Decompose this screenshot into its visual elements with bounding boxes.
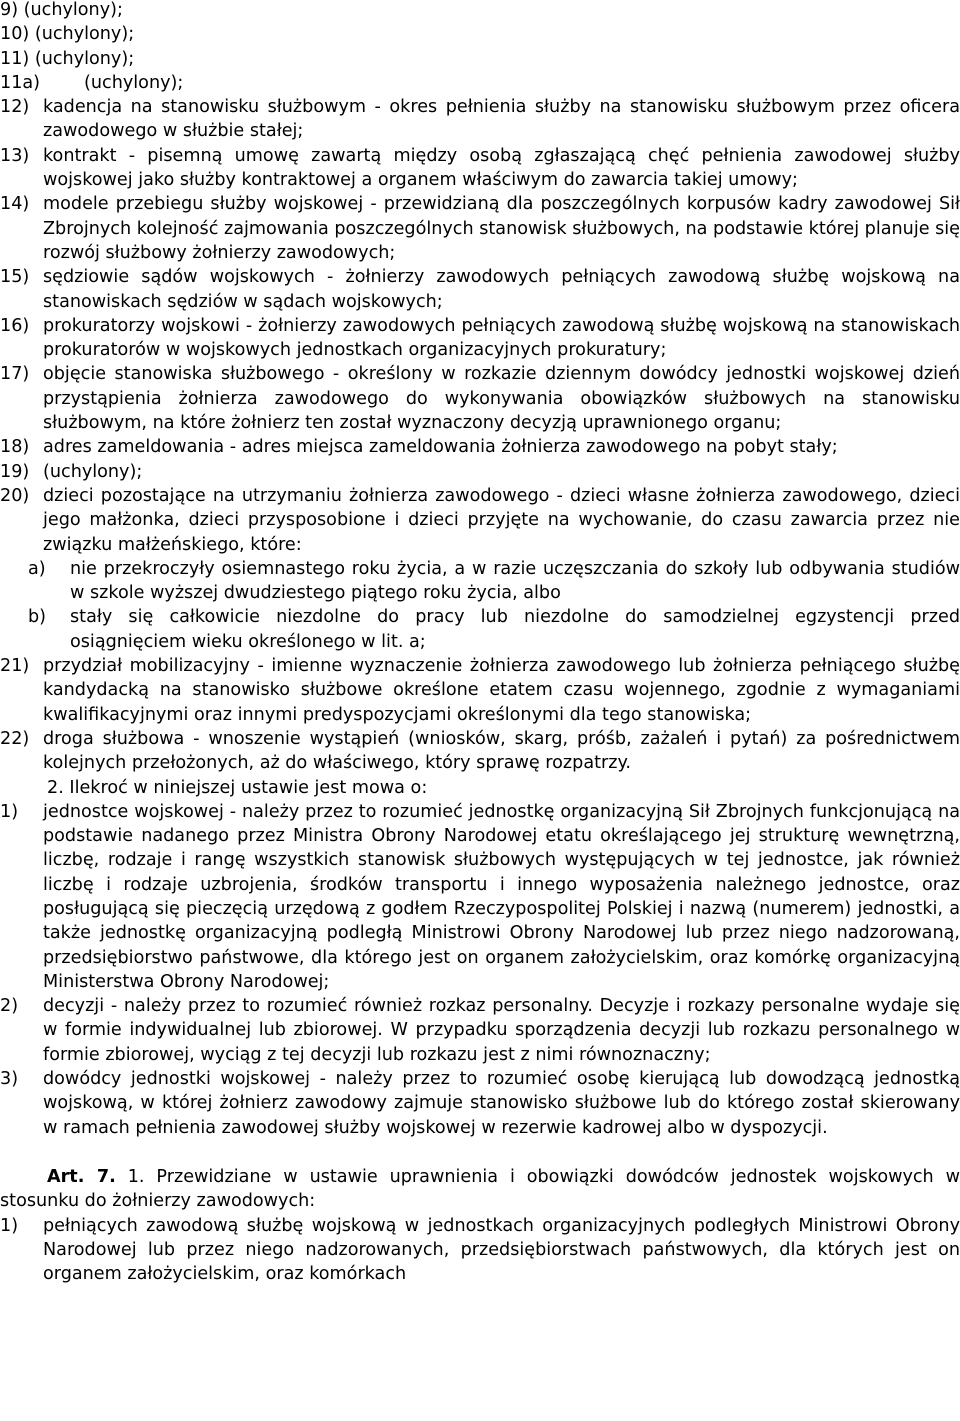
- list-item: [0, 460, 960, 484]
- item-number: 15): [0, 267, 30, 288]
- item-text: modele przebiegu służby wojskowej - przewidzianą dla poszczególnych korpusów kadry zawodowej Sił Zbrojnych kolejność zajmowania poszczególnych stanowisk służbowych, na podstawie której planuje się rozwój służbowy żołnierzy zawodowych;: [43, 194, 960, 263]
- item-text: (uchylony);: [23, 0, 123, 20]
- item-number: 9): [0, 0, 19, 20]
- item-number: 20): [0, 485, 30, 506]
- item-number: 19): [0, 461, 30, 482]
- article-7-paragraph: [0, 1165, 960, 1214]
- list-item: [0, 71, 960, 95]
- article-label: Art. 7.: [47, 1166, 116, 1187]
- subitem-letter: a): [28, 558, 46, 579]
- list-item: [0, 47, 960, 71]
- list-item: [0, 144, 960, 193]
- item-number: 2): [0, 996, 19, 1017]
- item-number: 22): [0, 728, 30, 749]
- subitem-text: nie przekroczyły osiemnastego roku życia, a w razie uczęszczania do szkoły lub odbywania studiów w szkole wyższej dwudziestego piątego roku życia, albo: [70, 558, 960, 604]
- item-text: objęcie stanowiska służbowego - określony w rozkazie dziennym dowódcy jednostki wojskowej dzień przystąpienia żołnierza zawodowego do wykonywania obowiązków służbowych na stanowisku służbowym, na które żołnierz ten został wyznaczony decyzją uprawnionego organu;: [43, 364, 960, 434]
- item-text: jednostce wojskowej - należy przez to rozumieć jednostkę organizacyjną Sił Zbrojnych funkcjonującą na podstawie nadanego przez Ministra Obrony Narodowej etatu określającego jej strukturę wewnętrzną, liczbę, rodzaje i rangę wszystkich stanowisk służbowych występujących w tej jednostce, jak również liczbę i rodzaje uzbrojenia, środków transportu i innego wyposażenia należnego jednostce, oraz posługującą się pieczęcią urzędową z godłem Rzeczypospolitej Polskiej i nazwą (numerem) jednostki, a także jednostkę organizacyjną podległą Ministrowi Obrony Narodowej lub przez niego nadzorowaną, przedsiębiorstwo państwowe, dla którego jest on organem założycielskim, oraz komórkę organizacyjną Ministerstwa Obrony Narodowej;: [43, 801, 960, 992]
- list-item: [0, 22, 960, 46]
- subitem-text: stały się całkowicie niezdolne do pracy lub niezdolne do samodzielnej egzystencji przed osiągnięciem wieku określonego w lit. a;: [70, 607, 960, 652]
- list-item: [0, 95, 960, 144]
- section-2-intro: 2. Ilekroć w niniejszej ustawie jest mowa o:: [47, 777, 428, 798]
- item-text: adres zameldowania - adres miejsca zameldowania żołnierza zawodowego na pobyt stały;: [43, 437, 838, 458]
- sub-list-item: [28, 605, 960, 654]
- item-number: 21): [0, 656, 30, 677]
- item-text: dzieci pozostające na utrzymaniu żołnierza zawodowego - dzieci własne żołnierza zawodowego, dzieci jego małżonka, dzieci przysposobione i dzieci przyjęte na wychowanie, do czasu zawarcia przez nie związku małżeńskiego, które:: [43, 485, 960, 555]
- list-item: [0, 0, 960, 22]
- item-text: pełniących zawodową służbę wojskową w jednostkach organizacyjnych podległych Ministrowi Obrony Narodowej lub przez niego nadzorowanych, przedsiębiorstwach państwowych, dla których jest on organem założycielskim, oraz komórkach: [43, 1215, 960, 1285]
- item-number: 3): [0, 1069, 19, 1090]
- item-number: 14): [0, 194, 30, 215]
- list-item: [0, 994, 960, 1067]
- items-top-list: [0, 0, 960, 95]
- item-number: 16): [0, 315, 30, 336]
- list-item: [0, 314, 960, 363]
- list-item: [0, 192, 960, 265]
- list-item: [0, 484, 960, 557]
- subitem-letter: b): [28, 607, 47, 628]
- item-text: (uchylony);: [43, 461, 143, 482]
- item-number: 1): [0, 801, 19, 822]
- paragraph-spacer: [0, 1140, 960, 1165]
- list-item: [0, 654, 960, 727]
- list-item: [0, 435, 960, 459]
- article-7-list: [0, 1214, 960, 1287]
- item-text: kadencja na stanowisku służbowym - okres pełnienia służby na stanowisku służbowym przez oficera zawodowego w służbie stałej;: [43, 97, 960, 142]
- item-number: 10): [0, 24, 30, 45]
- list-item: [0, 1214, 960, 1287]
- item-text: decyzji - należy przez to rozumieć również rozkaz personalny. Decyzje i rozkazy personalne wydaje się w formie indywidualnej lub zbiorowej. W przypadku sporządzenia decyzji lub rozkazu personalnego w formie zbiorowej, wyciąg z tej decyzji lub rozkazu jest z nimi równoznaczny;: [43, 996, 960, 1065]
- article-text: 1. Przewidziane w ustawie uprawnienia i obowiązki dowódców jednostek wojskowych w stosunku do żołnierzy zawodowych:: [0, 1166, 960, 1212]
- item-text: droga służbowa - wnoszenie wystąpień (wniosków, skarg, próśb, zażaleń i pytań) za pośrednictwem kolejnych przełożonych, aż do właściwego, który sprawę rozpatrzy.: [43, 728, 960, 774]
- item-number: 12): [0, 97, 30, 118]
- item-number: 18): [0, 437, 30, 458]
- item-text: prokuratorzy wojskowi - żołnierzy zawodowych pełniących zawodową służbę wojskową na stanowiskach prokuratorów w wojskowych jednostkach organizacyjnych prokuratury;: [43, 315, 960, 361]
- item-number: 11a): [0, 72, 41, 93]
- item-number: 1): [0, 1215, 19, 1236]
- item-number: 11): [0, 48, 30, 69]
- list-item: [0, 727, 960, 776]
- list-item: [0, 362, 960, 435]
- item-text: (uchylony);: [84, 72, 184, 93]
- item-text: sędziowie sądów wojskowych - żołnierzy zawodowych pełniących zawodową służbę wojskową na stanowiskach sędziów w sądach wojskowych;: [43, 267, 960, 312]
- item-text: przydział mobilizacyjny - imienne wyznaczenie żołnierza zawodowego lub żołnierza pełniącego służbę kandydacką na stanowisko służbowe określone etatem czasu wojennego, zgodnie z wymaganiami kwalifikacyjnymi oraz innymi predyspozycjami określonymi dla tego stanowiska;: [43, 656, 960, 725]
- list-item: [0, 800, 960, 994]
- item-text: (uchylony);: [34, 24, 135, 45]
- list-item: [0, 265, 960, 314]
- list-item: [0, 1067, 960, 1140]
- sub-list-item: [28, 557, 960, 606]
- item-text: (uchylony);: [34, 48, 135, 69]
- section-2-list: [0, 800, 960, 1140]
- item-number: 13): [0, 145, 30, 166]
- item-text: dowódcy jednostki wojskowej - należy przez to rozumieć osobę kierującą lub dowodzącą jednostką wojskową, w której żołnierz zawodowy zajmuje stanowisko służbowe lub do którego został skierowany w ramach pełnienia zawodowej służby wojskowej w rezerwie kadrowej albo w dyspozycji.: [43, 1069, 960, 1138]
- item-text: kontrakt - pisemną umowę zawartą między osobą zgłaszającą chęć pełnienia zawodowej służby wojskowej jako służby kontraktowej a organem właściwym do zawarcia takiej umowy;: [43, 145, 960, 191]
- item-number: 17): [0, 364, 30, 385]
- definitions-list: [0, 95, 960, 775]
